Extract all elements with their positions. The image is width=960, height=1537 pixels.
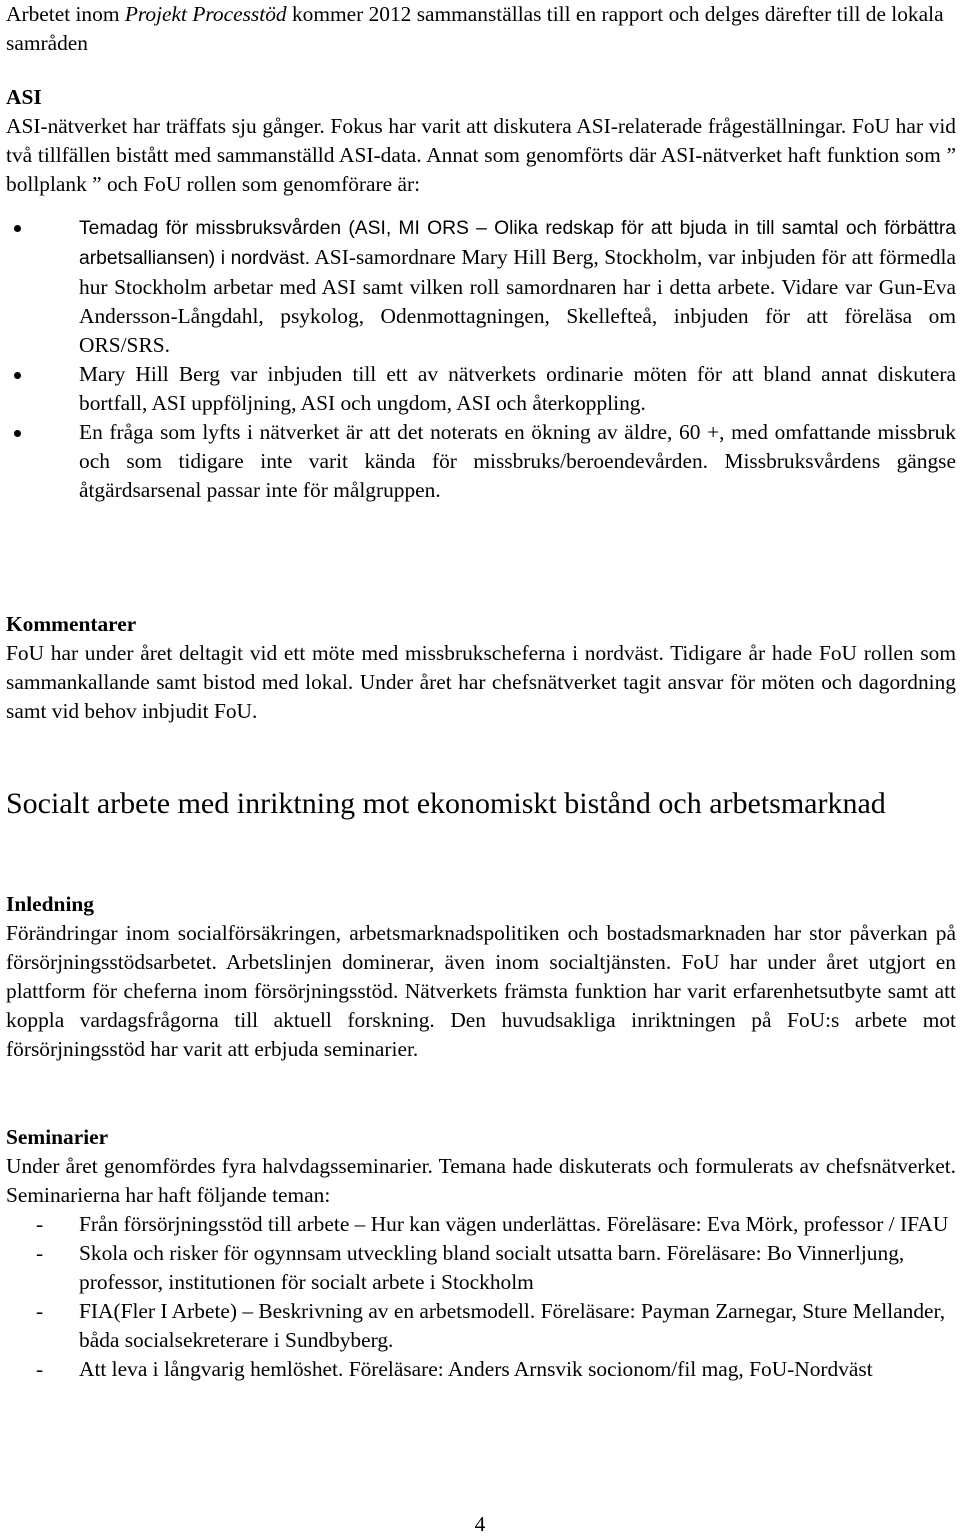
inledning-text: Förändringar inom socialförsäkringen, arbetsmarknadspolitiken och bostadsmarknaden har stor påverkan på försörjningsstödsarbetet. Arbetslinjen dominerar, även inom socialtjänsten. FoU har under året utgjort en plattform för cheferna inom försörjningsstöd. Nätverkets främsta funktion har varit erfarenhetsutbyte samt att koppla vardagsfrågorna till aktuell forskning. Den huvudsakliga inriktningen på FoU:s arbete mot försörjningsstöd har varit att erbjuda seminarier. (6, 921, 956, 1061)
intro-paragraph (6, 0, 956, 58)
section-title-block (6, 785, 956, 823)
dash-marker: - (36, 1357, 44, 1381)
asi-bullet-3 (6, 418, 956, 505)
kommentarer-section (6, 610, 956, 726)
asi-bullet-2 (6, 360, 956, 418)
seminar-item-text: FIA(Fler I Arbete) – Beskrivning av en arbetsmodell. Föreläsare: Payman Zarnegar, Sture Mellander, båda socialsekreterare i Sundbyberg. (79, 1299, 946, 1352)
asi-section (6, 83, 956, 505)
bullet-dot-icon (14, 225, 21, 232)
asi-intro-paragraph (6, 112, 956, 199)
inledning-heading: Inledning (6, 892, 94, 916)
seminar-item (6, 1210, 956, 1239)
bullet-dot-icon (14, 372, 21, 379)
inledning-section (6, 890, 956, 1064)
asi-bullet-3-serif: En fråga som lyfts i nätverket är att det noterats en ökning av äldre, 60 +, med omfattande missbruk och som tidigare inte varit kända för missbruks/beroendevården. Missbruksvårdens gängse åtgärdsarsenal passar inte för målgruppen. (79, 420, 956, 502)
asi-bullet-2-serif: Mary Hill Berg var inbjuden till ett av nätverkets ordinarie möten för att bland annat diskutera bortfall, ASI uppföljning, ASI och ungdom, ASI och återkoppling. (79, 362, 956, 415)
dash-marker: - (36, 1212, 44, 1236)
seminarier-section (6, 1123, 956, 1384)
seminar-item-text: Från försörjningsstöd till arbete – Hur kan vägen underlättas. Föreläsare: Eva Mörk, professor / IFAU (79, 1212, 949, 1236)
asi-bullet-1-serif: ASI-samordnare Mary Hill Berg, Stockholm, var inbjuden för att förmedla hur Stockholm arbetar med ASI samt vilken roll samordnaren har i detta arbete. Vidare var Gun-Eva Andersson-Långdahl, psykolog, Odenmottagningen, Skellefteå, inbjuden för att föreläsa om ORS/SRS. (79, 245, 956, 357)
asi-bullet-1-sans: Temadag för missbruksvården (ASI, MI ORS – Olika redskap för att bjuda in till samtal och förbättra arbetsalliansen) i nordväst. (79, 218, 956, 269)
asi-bullet-1 (6, 213, 956, 360)
seminar-item-text: Skola och risker för ogynnsam utveckling bland socialt utsatta barn. Föreläsare: Bo Vinnerljung, professor, institutionen för socialt arbete i Stockholm (79, 1241, 905, 1294)
asi-heading: ASI (6, 85, 42, 109)
project-name: Projekt Processtöd (124, 2, 287, 26)
intro-text-post: kommer 2012 sammanställas till en rapport och delges därefter till de lokala samråden (6, 2, 944, 55)
dash-marker: - (36, 1241, 44, 1265)
seminarier-text: Under året genomfördes fyra halvdagsseminarier. Temana hade diskuterats och formulerats av chefsnätverket. Seminarierna har haft följande teman: (6, 1154, 956, 1207)
seminar-item (6, 1297, 956, 1355)
seminar-item (6, 1239, 956, 1297)
kommentarer-text: FoU har under året deltagit vid ett möte med missbrukscheferna i nordväst. Tidigare år hade FoU rollen som sammankallande samt bistod med lokal. Under året har chefsnätverket tagit ansvar för möten och dagordning samt vid behov inbjudit FoU. (6, 641, 956, 723)
seminarier-heading: Seminarier (6, 1125, 109, 1149)
intro-text-pre: Arbetet inom (6, 2, 125, 26)
asi-para-serif: ASI-nätverket har träffats sju gånger. Fokus har varit att diskutera ASI-relaterade frågeställningar. FoU har vid två tillfällen bistått med sammanställd ASI-data. (6, 114, 956, 167)
seminar-item (6, 1355, 956, 1384)
bullet-dot-icon (14, 430, 21, 437)
dash-marker: - (36, 1299, 44, 1323)
asi-para-serif-2: Annat som genomförts där ASI-nätverket haft funktion som ” bollplank ” och FoU rollen som genomförare är: (6, 143, 956, 196)
seminar-item-text: Att leva i långvarig hemlöshet. Föreläsare: Anders Arnsvik socionom/fil mag, FoU-Nordväst (79, 1357, 873, 1381)
kommentarer-heading: Kommentarer (6, 612, 137, 636)
page-number: 4 (474, 1512, 486, 1536)
section-title: Socialt arbete med inriktning mot ekonomiskt bistånd och arbetsmarknad (6, 787, 886, 820)
